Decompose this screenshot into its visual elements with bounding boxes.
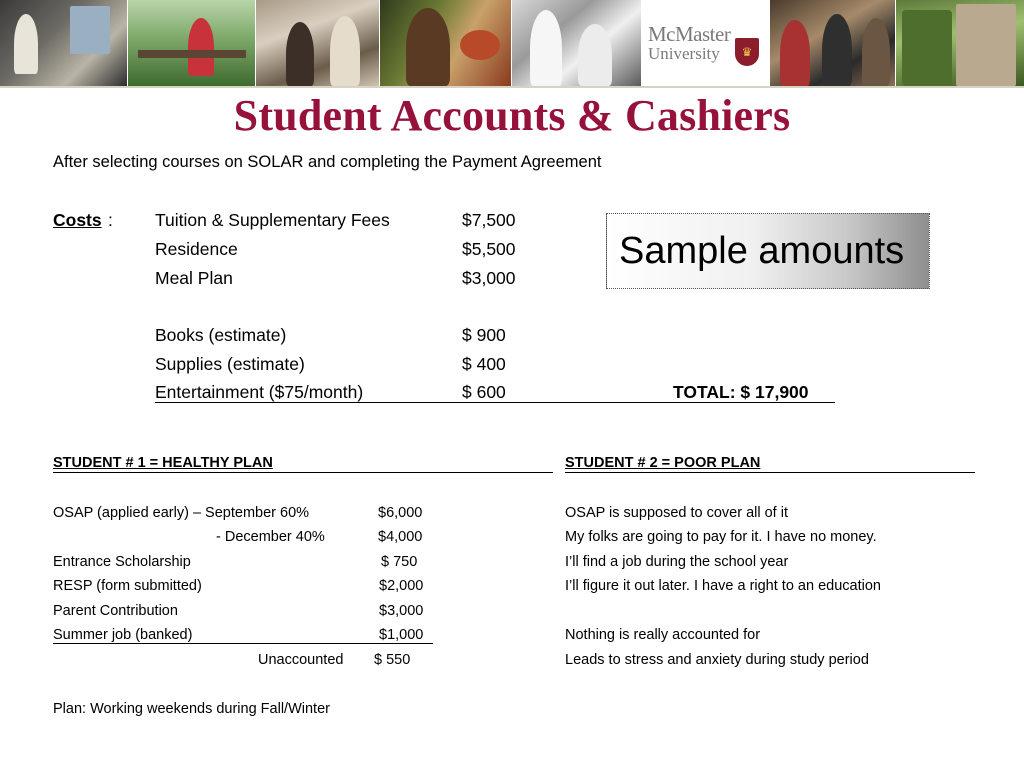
student1-row-amount: $ 750 bbox=[381, 554, 418, 570]
cost-label: Supplies (estimate) bbox=[155, 354, 305, 374]
student1-row-amount: $2,000 bbox=[379, 578, 424, 594]
cost-label: Entertainment ($75/month) bbox=[155, 382, 364, 402]
student1-row-label: OSAP (applied early) – September 60% bbox=[53, 505, 310, 521]
student1-unaccounted-label: Unaccounted bbox=[258, 652, 344, 668]
student1-plan-note: Plan: Working weekends during Fall/Winter bbox=[53, 701, 330, 717]
crest-icon: ♛ bbox=[735, 38, 759, 66]
cost-amount: $3,000 bbox=[462, 268, 516, 288]
student2-row: I’ll figure it out later. I have a right to an education bbox=[565, 578, 881, 594]
heading-rule-left bbox=[53, 472, 553, 473]
banner-photo-building bbox=[896, 0, 1024, 86]
student1-unaccounted-amount: $ 550 bbox=[374, 652, 411, 668]
student1-row-amount: $6,000 bbox=[378, 505, 423, 521]
student1-row-label: Summer job (banked) bbox=[53, 627, 193, 643]
student1-row-amount: $4,000 bbox=[378, 529, 423, 545]
costs-colon: : bbox=[108, 210, 113, 230]
banner-photo-group bbox=[770, 0, 896, 86]
cost-label: Tuition & Supplementary Fees bbox=[155, 210, 390, 230]
intro-text: After selecting courses on SOLAR and completing the Payment Agreement bbox=[53, 153, 602, 171]
student2-row: My folks are going to pay for it. I have no money. bbox=[565, 529, 877, 545]
student1-sum-rule bbox=[53, 643, 433, 644]
cost-label: Residence bbox=[155, 239, 238, 259]
student2-row: Leads to stress and anxiety during study period bbox=[565, 652, 869, 668]
logo-name: McMaster bbox=[648, 21, 731, 46]
costs-total: TOTAL: $ 17,900 bbox=[673, 382, 809, 402]
sample-amounts-label: Sample amounts bbox=[619, 229, 905, 272]
banner-photo-lecture bbox=[0, 0, 128, 86]
student2-row: I’ll find a job during the school year bbox=[565, 554, 789, 570]
photo-banner bbox=[0, 0, 1024, 88]
sample-amounts-callout bbox=[606, 213, 930, 289]
student2-row: OSAP is supposed to cover all of it bbox=[565, 505, 788, 521]
cost-amount: $5,500 bbox=[462, 239, 516, 259]
banner-photo-lab bbox=[512, 0, 642, 86]
cost-amount: $7,500 bbox=[462, 210, 516, 230]
costs-label: Costs bbox=[53, 210, 102, 230]
cost-amount: $ 900 bbox=[462, 325, 506, 345]
banner-photo-students bbox=[256, 0, 380, 86]
student2-row: Nothing is really accounted for bbox=[565, 627, 761, 643]
student1-heading: STUDENT # 1 = HEALTHY PLAN bbox=[53, 455, 273, 471]
student1-row-label: - December 40% bbox=[216, 529, 325, 545]
cost-amount: $ 600 bbox=[462, 382, 506, 402]
student1-row-label: Entrance Scholarship bbox=[53, 554, 191, 570]
page-title: Student Accounts & Cashiers bbox=[233, 91, 791, 140]
university-logo bbox=[642, 0, 770, 86]
student1-row-amount: $3,000 bbox=[379, 603, 424, 619]
student1-row-amount: $1,000 bbox=[379, 627, 424, 643]
student1-row-label: Parent Contribution bbox=[53, 603, 178, 619]
banner-photo-campus bbox=[128, 0, 256, 86]
student2-heading: STUDENT # 2 = POOR PLAN bbox=[565, 455, 761, 471]
student1-row-label: RESP (form submitted) bbox=[53, 578, 202, 594]
banner-photo-plants bbox=[380, 0, 512, 86]
logo-subtitle: University bbox=[648, 43, 720, 63]
cost-label: Books (estimate) bbox=[155, 325, 287, 345]
cost-label: Meal Plan bbox=[155, 268, 233, 288]
heading-rule-right bbox=[565, 472, 975, 473]
cost-amount: $ 400 bbox=[462, 354, 506, 374]
